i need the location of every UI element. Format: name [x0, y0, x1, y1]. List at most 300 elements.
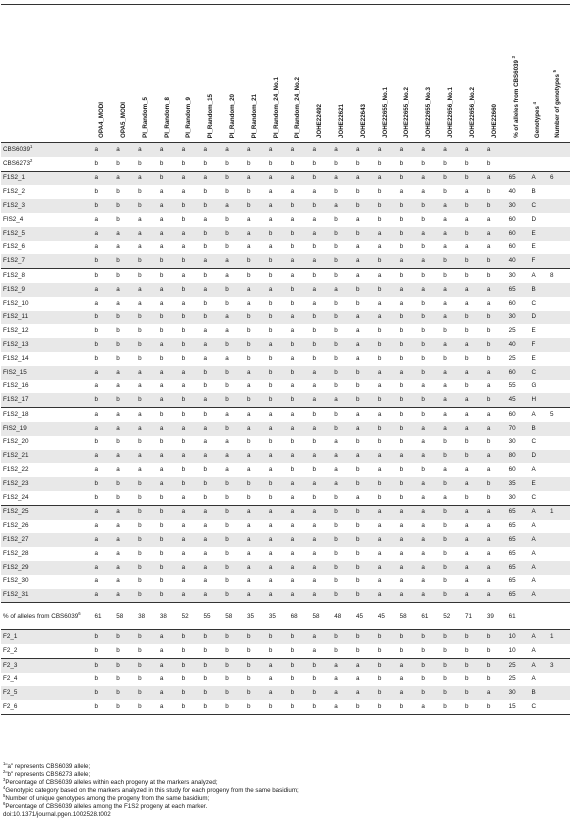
table-cell: b	[443, 675, 447, 683]
column-header-label	[339, 104, 345, 138]
table-cell: b	[399, 159, 404, 167]
table-row	[1, 463, 570, 477]
table-cell: b	[200, 227, 222, 241]
table-cell: b	[247, 493, 251, 501]
table-cell	[547, 463, 570, 477]
table-cell: a	[421, 188, 425, 196]
table-cell: b	[179, 393, 201, 407]
table-cell: b	[375, 393, 397, 407]
table-cell: b	[116, 438, 120, 446]
row-label	[1, 311, 91, 325]
table-cell: b	[312, 466, 316, 474]
table-cell: 40	[508, 188, 516, 196]
table-cell	[529, 157, 548, 171]
table-cell: b	[484, 311, 506, 325]
table-cell	[506, 143, 529, 157]
table-cell: b	[484, 630, 506, 644]
column-header-label	[404, 87, 410, 138]
table-cell: 1	[547, 505, 570, 519]
table-cell: b	[244, 658, 266, 672]
table-cell: D	[531, 215, 537, 223]
table-cell: b	[290, 159, 295, 167]
table-cell: b	[94, 493, 98, 501]
table-cell: a	[331, 171, 353, 185]
row-label-text: F1S2_12	[3, 327, 29, 335]
table-cell: a	[418, 422, 440, 436]
table-cell: a	[312, 549, 316, 557]
table-cell: b	[486, 354, 491, 362]
table-cell: b	[312, 438, 316, 446]
table-cell: b	[440, 505, 462, 519]
table-cell: b	[113, 700, 135, 714]
table-cell: b	[312, 493, 316, 501]
row-label	[1, 338, 91, 352]
table-cell: b	[309, 311, 331, 325]
table-cell: b	[375, 630, 397, 644]
table-cell: b	[138, 159, 142, 167]
table-cell: b	[157, 561, 179, 575]
table-cell: b	[465, 327, 469, 335]
table-cell: b	[443, 159, 447, 167]
table-cell: 61	[506, 603, 529, 630]
table-cell: b	[440, 700, 462, 714]
table-cell: a	[113, 408, 135, 422]
table-cell: a	[94, 243, 98, 251]
table-cell: 60	[508, 215, 516, 223]
table-cell: b	[375, 477, 397, 491]
column-header-label	[317, 104, 323, 138]
table-cell: a	[113, 422, 135, 436]
table-cell: a	[486, 243, 491, 251]
table-cell: a	[421, 493, 425, 501]
column-header	[244, 5, 266, 143]
table-cell: b	[135, 561, 157, 575]
table-cell: b	[484, 199, 506, 213]
table-cell	[547, 143, 570, 157]
table-cell: b	[179, 311, 201, 325]
table-cell: b	[375, 658, 397, 672]
table-cell: 65	[508, 522, 516, 530]
table-cell: b	[421, 215, 425, 223]
table-cell: a	[225, 466, 229, 474]
table-cell: a	[290, 188, 295, 196]
table-cell: a	[138, 243, 142, 251]
table-cell: a	[290, 577, 295, 585]
table-cell: a	[375, 366, 397, 380]
table-cell: b	[288, 700, 310, 714]
table-row	[1, 422, 570, 436]
table-cell: b	[203, 243, 207, 251]
table-cell: a	[244, 227, 266, 241]
table-cell: b	[484, 700, 506, 714]
table-cell: b	[225, 549, 229, 557]
table-cell: b	[421, 327, 425, 335]
table-cell: a	[266, 199, 288, 213]
table-cell: b	[138, 438, 142, 446]
table-cell: b	[462, 171, 484, 185]
table-cell: a	[159, 243, 164, 251]
table-cell: b	[179, 700, 201, 714]
table-cell: C	[531, 299, 537, 307]
table-cell: b	[268, 493, 273, 501]
table-cell: b	[375, 422, 397, 436]
table-cell: a	[397, 143, 419, 157]
table-cell: a	[91, 227, 113, 241]
table-cell: a	[309, 505, 331, 519]
table-cell: a	[465, 215, 469, 223]
table-cell: a	[418, 700, 440, 714]
column-header-label	[470, 87, 476, 138]
table-cell	[547, 700, 570, 714]
row-label-text: F1S2_3	[3, 201, 26, 209]
table-cell: b	[465, 159, 469, 167]
footnote-text: "b" represents CBS6273 allele;	[5, 771, 91, 778]
table-cell: 40	[506, 254, 529, 268]
table-cell: b	[157, 408, 179, 422]
table-cell	[547, 477, 570, 491]
table-cell: a	[418, 227, 440, 241]
table-cell: a	[181, 299, 186, 307]
column-header-label	[274, 77, 280, 138]
table-cell: a	[331, 477, 353, 491]
row-label-text: F1S2_27	[3, 536, 29, 544]
table-cell: a	[200, 283, 222, 297]
table-cell: b	[397, 171, 419, 185]
table-cell: a	[157, 393, 179, 407]
row-label-text: F1S2_22	[3, 466, 29, 474]
table-cell: a	[157, 199, 179, 213]
table-cell: b	[222, 686, 244, 700]
table-cell: a	[222, 450, 244, 464]
table-cell: b	[159, 549, 164, 557]
table-cell: b	[290, 466, 295, 474]
row-label-text: CBS6273	[3, 159, 30, 167]
table-cell: a	[288, 533, 310, 547]
table-cell: a	[91, 366, 113, 380]
table-cell: a	[288, 254, 310, 268]
table-cell: b	[159, 493, 164, 501]
table-cell: a	[268, 188, 273, 196]
table-cell: b	[200, 630, 222, 644]
table-cell: a	[312, 382, 316, 390]
table-cell: a	[418, 143, 440, 157]
column-header-text: JOHE22655_No.1	[381, 87, 389, 138]
table-cell: b	[91, 393, 113, 407]
table-cell: 58	[309, 603, 331, 630]
table-cell: a	[397, 533, 419, 547]
table-cell: a	[266, 283, 288, 297]
table-cell: a	[266, 561, 288, 575]
table-cell: b	[288, 338, 310, 352]
table-cell: b	[268, 646, 273, 654]
table-cell: a	[266, 505, 288, 519]
table-cell: 30	[506, 311, 529, 325]
table-cell: b	[418, 630, 440, 644]
table-cell: b	[334, 549, 338, 557]
table-cell: b	[203, 466, 207, 474]
row-label-text: F1S2_13	[3, 340, 29, 348]
table-cell: a	[159, 382, 164, 390]
table-cell: b	[288, 227, 310, 241]
table-cell: b	[399, 493, 404, 501]
table-cell: b	[421, 243, 425, 251]
table-cell: b	[290, 438, 295, 446]
table-cell: 60	[506, 227, 529, 241]
table-cell: b	[268, 382, 273, 390]
table-cell: 65	[506, 561, 529, 575]
column-header	[179, 5, 201, 143]
table-row	[1, 254, 570, 268]
column-header	[484, 5, 506, 143]
table-cell: a	[288, 477, 310, 491]
column-header-text: JOHE22655_No.3	[425, 87, 433, 138]
table-cell: a	[247, 299, 251, 307]
row-label-text: F1S2_23	[3, 479, 29, 487]
table-cell: b	[375, 199, 397, 213]
table-cell: 65	[506, 171, 529, 185]
column-header	[331, 5, 353, 143]
table-cell	[547, 157, 570, 171]
table-cell: D	[529, 450, 548, 464]
table-cell: a	[377, 466, 382, 474]
table-cell: 6	[547, 171, 570, 185]
table-cell	[547, 673, 570, 687]
table-cell: b	[288, 393, 310, 407]
column-header-text: % of alleles from CBS6039	[512, 60, 520, 138]
table-cell: b	[331, 589, 353, 603]
table-cell: b	[440, 450, 462, 464]
table-row	[1, 561, 570, 575]
table-cell: b	[268, 327, 273, 335]
table-cell: a	[312, 188, 316, 196]
footnote-text: Percentage of CBS6039 alleles among the F1S2 progeny at each marker.	[5, 803, 208, 810]
table-cell: b	[309, 686, 331, 700]
table-cell: a	[353, 408, 375, 422]
table-cell: b	[334, 215, 338, 223]
table-cell: a	[203, 438, 207, 446]
table-cell: b	[200, 658, 222, 672]
table-cell: b	[397, 408, 419, 422]
table-cell: a	[397, 366, 419, 380]
table-cell: b	[465, 438, 469, 446]
table-cell: A	[531, 522, 536, 530]
table-cell: a	[421, 577, 425, 585]
table-cell: a	[244, 366, 266, 380]
table-cell: b	[222, 505, 244, 519]
table-row	[1, 533, 570, 547]
table-cell: 48	[331, 603, 353, 630]
table-cell: a	[94, 215, 98, 223]
column-header	[547, 5, 570, 143]
table-cell: a	[268, 215, 273, 223]
table-cell: a	[465, 466, 469, 474]
table-cell	[547, 393, 570, 407]
table-cell: b	[334, 299, 338, 307]
table-cell: a	[179, 171, 201, 185]
column-header	[353, 5, 375, 143]
table-cell: b	[200, 366, 222, 380]
table-cell: b	[222, 338, 244, 352]
table-cell: b	[312, 243, 316, 251]
table-cell: a	[465, 188, 469, 196]
table-cell: a	[200, 450, 222, 464]
table-cell: a	[418, 477, 440, 491]
table-row	[1, 352, 570, 366]
table-cell	[529, 603, 548, 630]
table-cell: a	[486, 299, 491, 307]
table-cell: a	[159, 675, 164, 683]
table-cell: b	[179, 338, 201, 352]
table-cell: a	[397, 561, 419, 575]
table-row	[1, 157, 570, 171]
table-cell: a	[312, 522, 316, 530]
row-label	[1, 477, 91, 491]
table-cell: a	[377, 577, 382, 585]
table-cell: b	[443, 522, 447, 530]
table-cell: b	[462, 269, 484, 283]
row-label	[1, 520, 91, 534]
column-header-label	[99, 102, 105, 138]
table-cell: a	[290, 327, 295, 335]
row-label-text: F1S2_30	[3, 577, 29, 585]
table-cell: b	[353, 393, 375, 407]
table-cell: a	[179, 561, 201, 575]
table-cell: a	[288, 422, 310, 436]
table-cell: b	[135, 477, 157, 491]
table-cell: b	[331, 422, 353, 436]
table-cell: b	[288, 283, 310, 297]
table-cell: a	[331, 686, 353, 700]
footnote-mark: 4	[3, 784, 6, 790]
table-header-row	[1, 5, 570, 143]
table-cell: b	[157, 254, 179, 268]
table-cell: a	[222, 311, 244, 325]
table-cell: a	[179, 505, 201, 519]
table-cell: A	[531, 646, 536, 654]
table-cell: a	[138, 466, 142, 474]
column-header-text: Genotypes	[533, 106, 541, 138]
table-cell: b	[203, 493, 207, 501]
table-cell: b	[465, 646, 469, 654]
row-label-text: F1S2_14	[3, 354, 29, 362]
table-cell: b	[91, 477, 113, 491]
column-header-text: JOHE22655_No.2	[403, 87, 411, 138]
table-cell: b	[486, 438, 491, 446]
table-cell: a	[135, 366, 157, 380]
table-row	[1, 311, 570, 325]
table-cell: a	[91, 533, 113, 547]
table-cell: 15	[506, 700, 529, 714]
table-cell: a	[486, 549, 491, 557]
row-label	[1, 436, 91, 450]
table-cell: b	[135, 199, 157, 213]
row-label-text: F2_4	[3, 675, 18, 683]
doi-text[interactable]: doi:10.1371/journal.pgen.1002528.t002	[3, 811, 111, 818]
table-cell: a	[179, 589, 201, 603]
table-cell: a	[440, 227, 462, 241]
table-cell: b	[331, 338, 353, 352]
table-cell: b	[266, 269, 288, 283]
column-header	[440, 5, 462, 143]
table-row	[1, 644, 570, 658]
table-cell: b	[225, 215, 229, 223]
column-header	[266, 5, 288, 143]
table-row	[1, 436, 570, 450]
row-label	[1, 185, 91, 199]
table-cell: 35	[244, 603, 266, 630]
table-cell: A	[531, 675, 536, 683]
table-cell: b	[244, 338, 266, 352]
column-header-text: JOHE22492	[316, 103, 324, 138]
table-cell: a	[486, 522, 491, 530]
table-cell: b	[443, 646, 447, 654]
table-cell: a	[484, 283, 506, 297]
row-label	[1, 505, 91, 519]
table-cell: b	[225, 646, 229, 654]
column-header	[135, 5, 157, 143]
table-cell: b	[91, 269, 113, 283]
table-cell: a	[290, 493, 295, 501]
table-cell: b	[116, 675, 120, 683]
table-cell: a	[91, 143, 113, 157]
table-cell: B	[529, 422, 548, 436]
table-cell: b	[465, 675, 469, 683]
table-cell: a	[331, 283, 353, 297]
table-cell: a	[353, 311, 375, 325]
table-cell: b	[116, 215, 120, 223]
table-cell: b	[94, 438, 98, 446]
row-label	[1, 630, 91, 644]
table-cell: a	[375, 589, 397, 603]
table-cell: a	[418, 505, 440, 519]
row-label-text: F1S2_21	[3, 452, 29, 460]
table-cell	[547, 436, 570, 450]
table-cell: a	[375, 533, 397, 547]
row-label-text: F1S2_10	[3, 299, 29, 307]
table-cell: b	[375, 338, 397, 352]
column-header-label	[230, 94, 236, 138]
table-cell: a	[465, 522, 469, 530]
table-cell: a	[266, 658, 288, 672]
table-cell	[547, 520, 570, 534]
table-cell: 68	[288, 603, 310, 630]
table-cell: b	[334, 493, 338, 501]
table-cell: b	[331, 408, 353, 422]
table-cell: 1	[547, 630, 570, 644]
table-cell: b	[486, 327, 491, 335]
row-label-text: F1S2_6	[3, 243, 26, 251]
table-row	[1, 283, 570, 297]
table-cell: a	[377, 382, 382, 390]
table-cell: a	[331, 143, 353, 157]
table-cell: b	[179, 686, 201, 700]
table-cell: b	[116, 188, 120, 196]
table-cell: b	[247, 327, 251, 335]
column-header-footnote-mark: 5	[552, 70, 558, 73]
table-cell: b	[356, 466, 360, 474]
table-cell: a	[113, 561, 135, 575]
table-cell: a	[309, 393, 331, 407]
table-cell: b	[203, 646, 207, 654]
table-cell: a	[288, 171, 310, 185]
table-cell: b	[222, 422, 244, 436]
table-row	[1, 673, 570, 687]
table-cell: b	[138, 493, 142, 501]
table-cell: b	[377, 159, 382, 167]
table-cell: a	[462, 422, 484, 436]
table-cell: a	[244, 505, 266, 519]
table-cell: a	[288, 505, 310, 519]
